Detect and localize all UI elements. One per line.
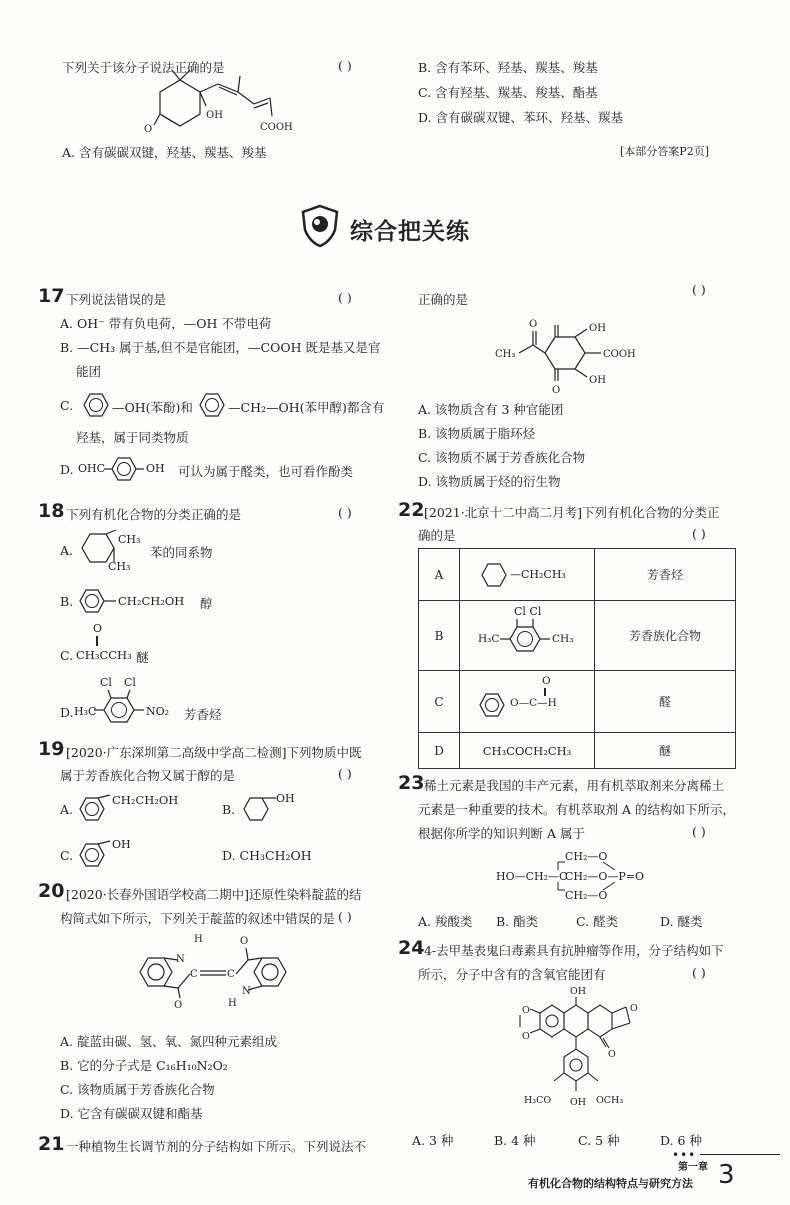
- q22-row-a-opt: A: [419, 549, 460, 601]
- q22-row-d-opt: D: [419, 733, 460, 769]
- q17-benzene-3: [104, 449, 148, 493]
- q17-benzene-2: [192, 385, 232, 429]
- q18-a-ch3-1: CH₃: [118, 533, 141, 546]
- q18-a-ch3-2: CH₃: [108, 560, 131, 573]
- q21-option-b: B. 该物质属于脂环烃: [418, 426, 536, 441]
- q24-label-o1: O: [522, 1005, 530, 1016]
- q20-option-b: B. 它的分子式是 C₁₆H₁₀N₂O₂: [60, 1058, 228, 1073]
- q18-b-label: B.: [60, 594, 74, 609]
- q20-label-n1: N: [176, 954, 185, 965]
- q23-struct-mid: CH₂—O—P=O: [565, 870, 645, 883]
- q17-option-c-cont: 羟基，属于同类物质: [76, 430, 189, 445]
- q23-option-d: D. 醚类: [660, 914, 703, 929]
- q22-row-c-opt: C: [419, 671, 460, 733]
- q23-struct-bot: CH₂—O: [565, 889, 608, 902]
- q24-label-oh-bottom: OH: [570, 1097, 587, 1108]
- q20-indigo-molecule: [130, 930, 300, 1014]
- q17-option-d-rest: 可认为属于醛类，也可看作酚类: [178, 464, 354, 479]
- q21-stem: 一种植物生长调节剂的分子结构如下所示。下列说法不: [66, 1139, 367, 1154]
- top-intro: 下列关于该分子说法正确的是: [62, 60, 225, 75]
- q17-number: 17: [38, 285, 65, 307]
- q19-paren: ( ): [338, 766, 352, 781]
- q24-label-o2: O: [522, 1031, 530, 1042]
- q22-row-d-formula: CH₃COCH₂CH₃: [460, 733, 595, 769]
- q17-option-d-ohc: OHC: [78, 462, 106, 475]
- q20-label-o2: O: [240, 936, 249, 947]
- q19-b-group: OH: [276, 792, 295, 805]
- q22-row-d-class: 醚: [595, 733, 736, 769]
- q22-row-c-chain: O—C—H: [510, 697, 557, 709]
- q20-option-a: A. 靛蓝由碳、氢、氧、氮四种元素组成: [60, 1034, 277, 1049]
- q18-c-formula: CH₃CCH₃: [76, 648, 132, 662]
- q21-number: 21: [38, 1133, 65, 1155]
- q23-stem-2: 元素是一种重要的技术。有机萃取剂 A 的结构如下所示，: [418, 802, 735, 817]
- q23-struct-top: CH₂—O: [565, 850, 608, 863]
- q24-number: 24: [398, 937, 425, 959]
- q23-stem-3: 根据你所学的知识判断 A 属于: [418, 826, 585, 841]
- q18-d-h3c: H₃C: [74, 705, 97, 718]
- q18-b-class: 醇: [200, 596, 213, 611]
- q18-d-class: 芳香烃: [184, 707, 222, 722]
- q21-option-a: A. 该物质含有 3 种官能团: [418, 402, 564, 417]
- q20-stem-2: 构简式如下所示，下列关于靛蓝的叙述中错误的是: [60, 911, 336, 926]
- q19-stem-1: [2020·广东深圳第二高级中学高二检测]下列物质中既: [66, 745, 362, 760]
- q22-row-c-o: O: [542, 675, 551, 687]
- top-option-a: A. 含有碳碳双键，羟基、羰基、羧基: [62, 145, 267, 160]
- q22-row-a-cyclohexane: [474, 555, 514, 595]
- q19-stem-2: 属于芳香族化合物又属于醇的是: [60, 768, 236, 783]
- q17-option-c-mid2: —CH₂—OH(苯甲醇)都含有: [228, 400, 385, 415]
- top-option-c: C. 含有羟基、羰基、羧基、酯基: [418, 85, 598, 100]
- q23-paren: ( ): [692, 824, 706, 839]
- q21-molecule: [495, 315, 675, 399]
- q23-stem-1: 稀土元素是我国的丰产元素，用有机萃取剂来分离稀土: [424, 778, 725, 793]
- q24-label-oh-top: OH: [570, 986, 587, 997]
- q24-stem-2: 所示，分子中含有的含氧官能团有: [418, 967, 606, 982]
- answer-ref: [本部分答案P2页]: [620, 145, 709, 158]
- q20-label-h2: H: [228, 998, 237, 1009]
- q22-row-b-class: 芳香族化合物: [595, 601, 736, 671]
- q24-label-o3: O: [630, 1003, 638, 1014]
- q22-row-b-ch3: CH₃: [552, 633, 574, 645]
- top-option-d: D. 含有碳碳双键、苯环、羟基、羰基: [418, 110, 624, 125]
- q21-label-oh2: OH: [589, 375, 606, 386]
- q24-molecule: [500, 985, 670, 1124]
- top-molecule: [144, 70, 320, 144]
- q24-option-a: A. 3 种: [412, 1133, 454, 1148]
- q18-a-cyclohexane: [74, 522, 144, 582]
- q22-paren: ( ): [692, 526, 706, 541]
- q22-row-a: [419, 549, 736, 601]
- q24-label-h3co: H₃CO: [524, 1095, 552, 1106]
- top-paren: ( ): [338, 58, 352, 73]
- q22-row-a-class: 芳香烃: [595, 549, 736, 601]
- q22-row-c-formula: [460, 671, 595, 733]
- q18-c-double-bond: [96, 636, 99, 646]
- q21-stem-2: 正确的是: [418, 292, 469, 307]
- q20-paren: ( ): [338, 909, 352, 924]
- q17-stem: 下列说法错误的是: [66, 292, 167, 307]
- footer-rule: [700, 1154, 780, 1155]
- q23-struct-bonds: [555, 856, 665, 906]
- q18-stem: 下列有机化合物的分类正确的是: [66, 507, 242, 522]
- q20-number: 20: [38, 880, 65, 902]
- q18-number: 18: [38, 500, 65, 522]
- q22-classification-table: [418, 548, 736, 769]
- q23-number: 23: [398, 772, 425, 794]
- q22-row-a-group: —CH₂CH₃: [510, 568, 566, 581]
- q21-label-o2: O: [552, 385, 561, 396]
- q18-d-benzene: [94, 688, 154, 736]
- q20-label-o1: O: [174, 1000, 183, 1011]
- q20-label-h1: H: [194, 934, 203, 945]
- q22-stem-2: 确的是: [418, 528, 456, 543]
- q19-a-label: A.: [60, 802, 74, 817]
- q20-label-c2: C: [227, 969, 235, 980]
- top-option-b: B. 含有苯环、羟基、羰基、羧基: [418, 60, 598, 75]
- q19-a-group: CH₂CH₂OH: [112, 793, 179, 807]
- q24-option-d: D. 6 种: [660, 1133, 702, 1148]
- footer-title: 有机化合物的结构特点与研究方法: [528, 1177, 693, 1190]
- q21-label-o1: O: [529, 319, 538, 330]
- q23-struct-left: HO—CH₂—C: [496, 870, 568, 883]
- top-mol-oh: OH: [206, 110, 223, 121]
- q24-label-och3: OCH₃: [596, 1095, 624, 1106]
- q24-option-c: C. 5 种: [578, 1133, 620, 1148]
- q18-paren: ( ): [338, 505, 352, 520]
- q17-paren: ( ): [338, 290, 352, 305]
- q20-label-n2: N: [242, 986, 251, 997]
- q18-c-label: C.: [60, 648, 74, 663]
- section-title: 综合把关练: [350, 219, 470, 245]
- shield-icon: [300, 204, 340, 252]
- q23-option-a: A. 羧酸类: [418, 914, 473, 929]
- q19-c-group: OH: [112, 838, 131, 851]
- q17-option-b: B. —CH₃ 属于基,但不是官能团，—COOH 既是基又是官: [60, 340, 381, 355]
- q19-option-d: D. CH₃CH₂OH: [222, 848, 312, 863]
- q18-d-cl1: Cl: [100, 676, 112, 689]
- q21-label-ch3: CH₃: [495, 349, 516, 360]
- q17-option-c-label: C.: [60, 398, 74, 413]
- q24-label-o4: O: [608, 1049, 616, 1060]
- q17-option-c-mid1: —OH(苯酚)和: [112, 400, 193, 415]
- q24-paren: ( ): [692, 965, 706, 980]
- q22-row-b-benzene: [500, 617, 560, 661]
- q18-c-o: O: [93, 622, 103, 635]
- q21-label-cooh: COOH: [603, 349, 636, 360]
- q18-b-benzene: [72, 581, 120, 625]
- q20-option-d: D. 它含有碳碳双键和酯基: [60, 1106, 203, 1121]
- q17-option-a: A. OH⁻ 带有负电荷，—OH 不带电荷: [60, 316, 272, 331]
- top-mol-cooh: COOH: [260, 122, 293, 133]
- q17-option-b-cont: 能团: [76, 364, 102, 379]
- q18-a-label: A.: [60, 543, 74, 558]
- q20-stem-1: [2020·长春外国语学校高二期中]还原性染料靛蓝的结: [66, 887, 362, 902]
- q24-option-b: B. 4 种: [494, 1133, 536, 1148]
- q18-d-label: D.: [60, 705, 74, 720]
- q22-row-b-h3c: H₃C: [478, 633, 500, 645]
- q20-label-c1: C: [190, 969, 198, 980]
- q24-stem-1: 4-去甲基表鬼臼毒素具有抗肿瘤等作用，分子结构如下: [424, 943, 724, 958]
- q18-c-class: 醚: [136, 650, 149, 665]
- q21-option-c: C. 该物质不属于芳香族化合物: [418, 450, 586, 465]
- q19-b-label: B.: [222, 802, 236, 817]
- q22-stem-1: [2021·北京十二中高二月考]下列有机化合物的分类正: [424, 505, 720, 520]
- q22-row-c: [419, 671, 736, 733]
- q22-row-d: [419, 733, 736, 769]
- footer-dots: •••: [672, 1148, 697, 1162]
- q23-option-c: C. 醛类: [576, 914, 619, 929]
- top-mol-o: O: [144, 124, 153, 135]
- q18-d-no2: NO₂: [146, 705, 170, 718]
- q19-c-label: C.: [60, 848, 74, 863]
- q22-row-c-double-bond: [544, 688, 547, 696]
- page-number: 3: [718, 1160, 735, 1190]
- q23-option-b: B. 酯类: [496, 914, 539, 929]
- q18-d-cl2: Cl: [124, 676, 136, 689]
- q22-number: 22: [398, 499, 425, 521]
- q22-row-b: [419, 601, 736, 671]
- q22-row-c-class: 醛: [595, 671, 736, 733]
- q17-benzene-1: [76, 385, 116, 429]
- q22-row-b-formula: [460, 601, 595, 671]
- footer-chapter: 第一章: [678, 1162, 708, 1173]
- q22-row-a-formula: [460, 549, 595, 601]
- q20-option-c: C. 该物质属于芳香族化合物: [60, 1082, 215, 1097]
- q17-option-d-oh: OH: [146, 462, 165, 475]
- q21-label-oh1: OH: [589, 323, 606, 334]
- q21-paren: ( ): [692, 282, 706, 297]
- q17-option-d-label: D.: [60, 462, 74, 477]
- q22-row-b-opt: B: [419, 601, 460, 671]
- q18-b-group: CH₂CH₂OH: [118, 594, 185, 608]
- q22-row-c-benzene: [472, 685, 512, 725]
- q19-number: 19: [38, 738, 65, 760]
- q18-a-class: 苯的同系物: [150, 545, 213, 560]
- q22-row-b-cl: Cl Cl: [514, 605, 542, 618]
- q21-option-d: D. 该物质属于烃的衍生物: [418, 474, 561, 489]
